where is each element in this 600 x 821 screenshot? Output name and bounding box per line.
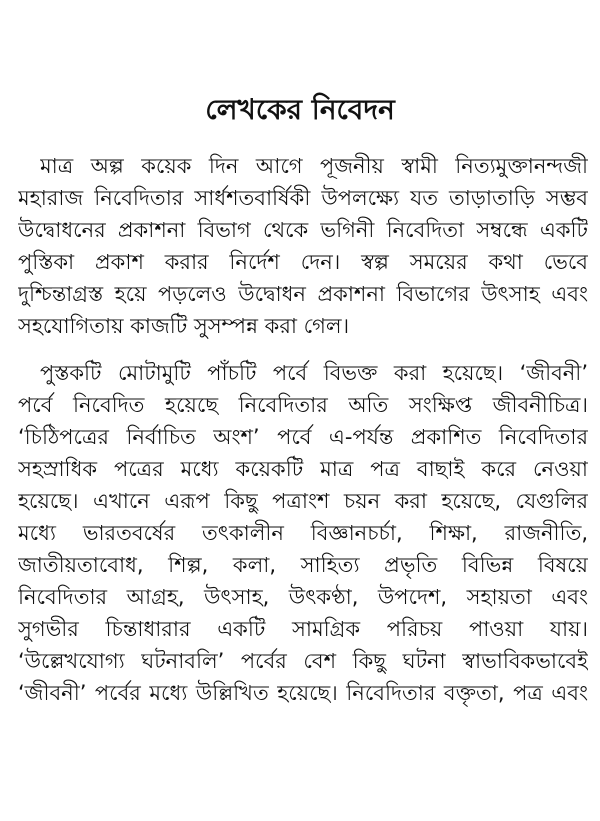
- paragraph-1-line-6: সহযোগিতায় কাজটি সুসম্পন্ন করা গেল।: [18, 314, 350, 338]
- paragraph-1-line-2: মহারাজ নিবেদিতার সার্ধশতবার্ষিকী উপলক্ষ্যে যত তাড়াতাড়ি সম্ভব: [18, 186, 588, 210]
- paragraph-1-line-5: দুশ্চিন্তাগ্রস্ত হয়ে পড়লেও উদ্বোধন প্রকাশনা বিভাগের উৎসাহ এবং: [18, 282, 588, 306]
- paragraph-2-line-10: ‘উল্লেখযোগ্য ঘটনাবলি’ পর্বের বেশ কিছু ঘটনা স্বাভাবিকভাবেই: [18, 649, 588, 673]
- paragraph-2-line-2: পর্বে নিবেদিত হয়েছে নিবেদিতার অতি সংক্ষিপ্ত জীবনীচিত্র।: [18, 393, 588, 417]
- paragraph-2-line-1: পুস্তকটি মোটামুটি পাঁচটি পর্বে বিভক্ত করা হয়েছে। ‘জীবনী’: [40, 361, 588, 385]
- paragraph-2-line-9: সুগভীর চিন্তাধারার একটি সামগ্রিক পরিচয় পাওয়া যায়।: [18, 617, 588, 641]
- paragraph-2-line-5: হয়েছে। এখানে এরূপ কিছু পত্রাংশ চয়ন করা হয়েছে, যেগুলির: [18, 489, 588, 513]
- paragraph-2-line-8: নিবেদিতার আগ্রহ, উৎসাহ, উৎকণ্ঠা, উপদেশ, সহায়তা এবং: [18, 585, 588, 609]
- paragraph-2-line-7: জাতীয়তাবোধ, শিল্প, কলা, সাহিত্য প্রভৃতি বিভিন্ন বিষয়ে: [18, 553, 588, 577]
- paragraph-2-line-6: মধ্যে ভারতবর্ষের তৎকালীন বিজ্ঞানচর্চা, শিক্ষা, রাজনীতি,: [18, 521, 588, 545]
- paragraph-1-line-1: মাত্র অল্প কয়েক দিন আগে পূজনীয় স্বামী নিত্যমুক্তানন্দজী: [40, 154, 588, 178]
- paragraph-2-line-3: ‘চিঠিপত্রের নির্বাচিত অংশ’ পর্বে এ-পর্যন্ত প্রকাশিত নিবেদিতার: [18, 425, 588, 449]
- paragraph-1-line-4: পুস্তিকা প্রকাশ করার নির্দেশ দেন। স্বল্প সময়ের কথা ভেবে: [18, 250, 588, 274]
- paragraph-2-line-11: ‘জীবনী’ পর্বের মধ্যে উল্লিখিত হয়েছে। নিবেদিতার বক্তৃতা, পত্র এবং: [18, 681, 588, 705]
- paragraph-1-line-3: উদ্বোধনের প্রকাশনা বিভাগ থেকে ভগিনী নিবেদিতা সম্বন্ধে একটি: [18, 218, 588, 242]
- paragraph-2-line-4: সহস্রাধিক পত্রের মধ্যে কয়েকটি মাত্র পত্র বাছাই করে নেওয়া: [18, 457, 588, 481]
- page-title: লেখকের নিবেদন: [205, 93, 395, 126]
